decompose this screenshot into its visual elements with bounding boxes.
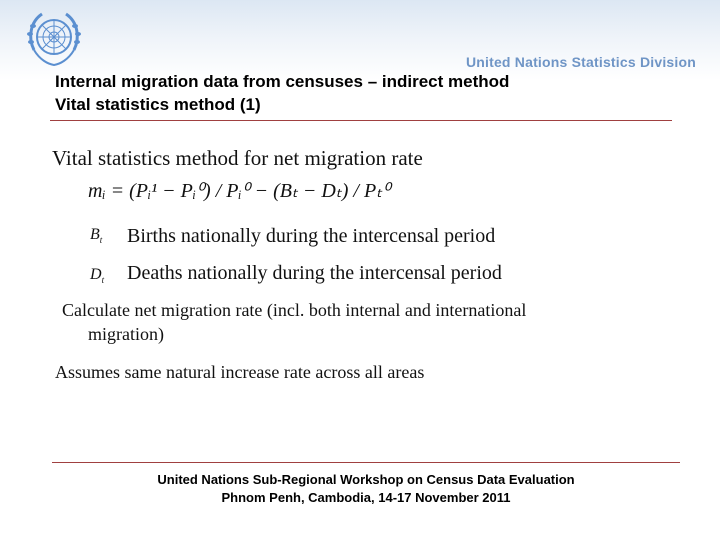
- calculation-line2: migration): [88, 324, 164, 344]
- migration-formula: mᵢ = (Pᵢ¹ − Pᵢ⁰) / Pᵢ⁰ − (Bₜ − Dₜ) / Pₜ⁰: [88, 180, 391, 202]
- assumption-paragraph: Assumes same natural increase rate across all areas: [55, 362, 425, 382]
- title-divider: [50, 120, 672, 121]
- births-symbol: $B_t$: [90, 226, 103, 246]
- deaths-definition: Deaths nationally during the intercensal period: [127, 262, 502, 284]
- births-definition: Births nationally during the intercensal period: [127, 225, 496, 247]
- main-heading: Vital statistics method for net migration rate: [52, 146, 423, 170]
- slide-title: [55, 70, 509, 116]
- footer-divider: [52, 462, 680, 463]
- footer-line1: United Nations Sub-Regional Workshop on Census Data Evaluation: [157, 472, 575, 487]
- division-title: United Nations Statistics Division: [465, 54, 696, 70]
- calculation-paragraph: [62, 298, 526, 346]
- slide-title-line2: Vital statistics method (1): [55, 95, 261, 114]
- slide-title-line1: Internal migration data from censuses – indirect method: [55, 72, 510, 91]
- footer-line2: Phnom Penh, Cambodia, 14-17 November 2011: [221, 490, 511, 505]
- deaths-symbol: $D_t$: [90, 266, 105, 286]
- un-emblem-icon: [22, 8, 86, 70]
- calculation-line1: Calculate net migration rate (incl. both internal and international: [62, 300, 527, 320]
